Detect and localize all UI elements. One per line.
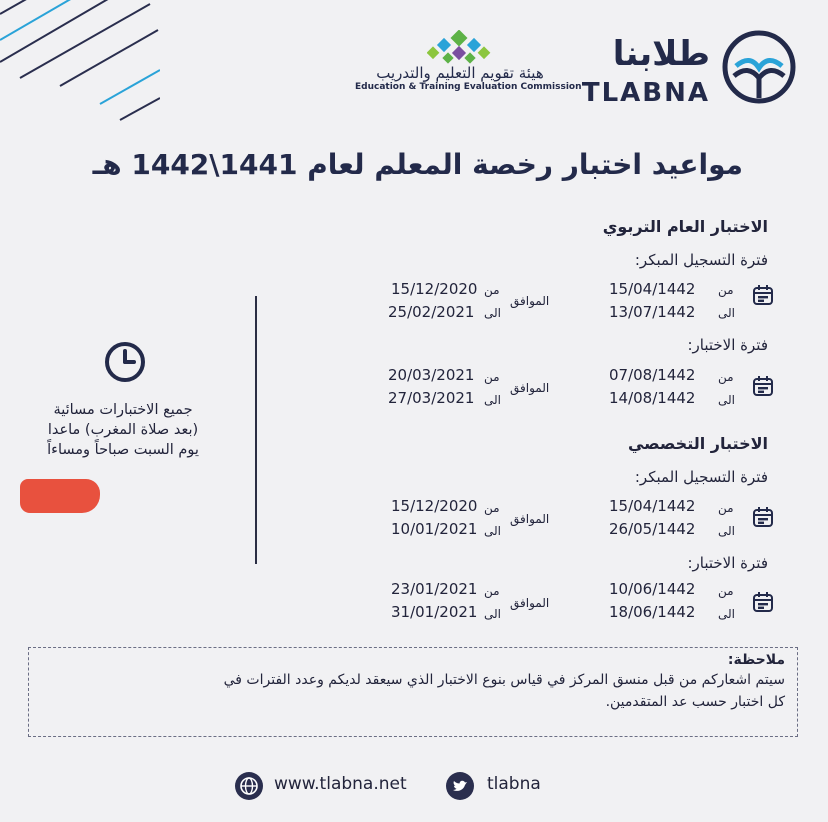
general-test-heading: الاختبار العام التربوي: [602, 217, 768, 236]
to-label: الى: [718, 306, 735, 320]
calendar-icon: [752, 591, 774, 613]
note-line-1: سيتم اشعاركم من قبل منسق المركز في قياس بنوع الاختبار الذي سيعقد لديكم وعدد الفترات في: [223, 672, 785, 688]
calendar-icon: [752, 375, 774, 397]
to-label: الى: [484, 393, 501, 407]
note-box: [28, 647, 798, 737]
red-redaction-mark: [20, 479, 100, 513]
to-label: الى: [718, 607, 735, 621]
hijri-from-date: 15/04/1442: [609, 497, 696, 515]
hijri-to-date: 26/05/1442: [609, 520, 696, 538]
globe-icon: [235, 772, 263, 800]
twitter-icon: [446, 772, 474, 800]
greg-from-date: 20/03/2021: [388, 366, 475, 384]
from-label: من: [484, 370, 500, 384]
to-label: الى: [484, 306, 501, 320]
twitter-handle-link[interactable]: tlabna: [487, 774, 541, 794]
from-label: من: [484, 584, 500, 598]
special-test-heading: الاختبار التخصصي: [627, 434, 768, 453]
tlabna-arabic-name: طلابنا: [612, 34, 710, 74]
timing-line-3: يوم السبت صباحاً ومساءاً: [47, 442, 199, 458]
to-label: الى: [718, 524, 735, 538]
from-label: من: [718, 501, 734, 515]
etec-logo: [355, 30, 582, 110]
from-label: من: [484, 501, 500, 515]
hijri-from-date: 07/08/1442: [609, 366, 696, 384]
hijri-to-date: 18/06/1442: [609, 603, 696, 621]
special-test-period-heading: فترة الاختبار:: [687, 554, 768, 572]
from-label: من: [484, 283, 500, 297]
calendar-icon: [752, 506, 774, 528]
timing-line-2: (بعد صلاة المغرب) ماعدا: [47, 422, 199, 438]
hijri-to-date: 13/07/1442: [609, 303, 696, 321]
greg-from-date: 23/01/2021: [391, 580, 478, 598]
greg-from-date: 15/12/2020: [391, 280, 478, 298]
hijri-to-date: 14/08/1442: [609, 389, 696, 407]
tlabna-logo: [568, 28, 798, 108]
greg-from-date: 15/12/2020: [391, 497, 478, 515]
greg-to-date: 31/01/2021: [391, 603, 478, 621]
etec-arabic-name: هيئة تقويم التعليم والتدريب: [376, 64, 544, 82]
website-link[interactable]: www.tlabna.net: [274, 774, 407, 794]
vertical-divider: [255, 296, 257, 564]
corresponding-label: الموافق: [510, 294, 550, 308]
corresponding-label: الموافق: [510, 381, 550, 395]
etec-emblem-icon: [427, 30, 491, 64]
etec-english-name: Education & Training Evaluation Commission: [355, 82, 582, 92]
greg-to-date: 25/02/2021: [388, 303, 475, 321]
special-early-heading: فترة التسجيل المبكر:: [634, 468, 768, 486]
corresponding-label: الموافق: [510, 512, 550, 526]
general-early-heading: فترة التسجيل المبكر:: [634, 251, 768, 269]
tlabna-english-name: TLABNA: [581, 78, 710, 108]
timing-line-1: جميع الاختبارات مسائية: [53, 402, 193, 418]
hijri-from-date: 10/06/1442: [609, 580, 696, 598]
calendar-icon: [752, 284, 774, 306]
from-label: من: [718, 584, 734, 598]
general-test-period-heading: فترة الاختبار:: [687, 336, 768, 354]
corresponding-label: الموافق: [510, 596, 550, 610]
note-heading: ملاحظة:: [727, 652, 785, 668]
from-label: من: [718, 283, 734, 297]
greg-to-date: 10/01/2021: [391, 520, 478, 538]
from-label: من: [718, 370, 734, 384]
to-label: الى: [718, 393, 735, 407]
clock-icon: [103, 340, 147, 384]
page-title: مواعيد اختبار رخصة المعلم لعام 1441\1442 هـ: [92, 148, 743, 181]
greg-to-date: 27/03/2021: [388, 389, 475, 407]
exam-timing-note: [28, 400, 218, 460]
to-label: الى: [484, 524, 501, 538]
note-line-2: كل اختبار حسب عد المتقدمين.: [605, 694, 785, 710]
corner-stripes: [0, 0, 160, 130]
to-label: الى: [484, 607, 501, 621]
hijri-from-date: 15/04/1442: [609, 280, 696, 298]
tlabna-logo-mark-icon: [720, 28, 798, 106]
